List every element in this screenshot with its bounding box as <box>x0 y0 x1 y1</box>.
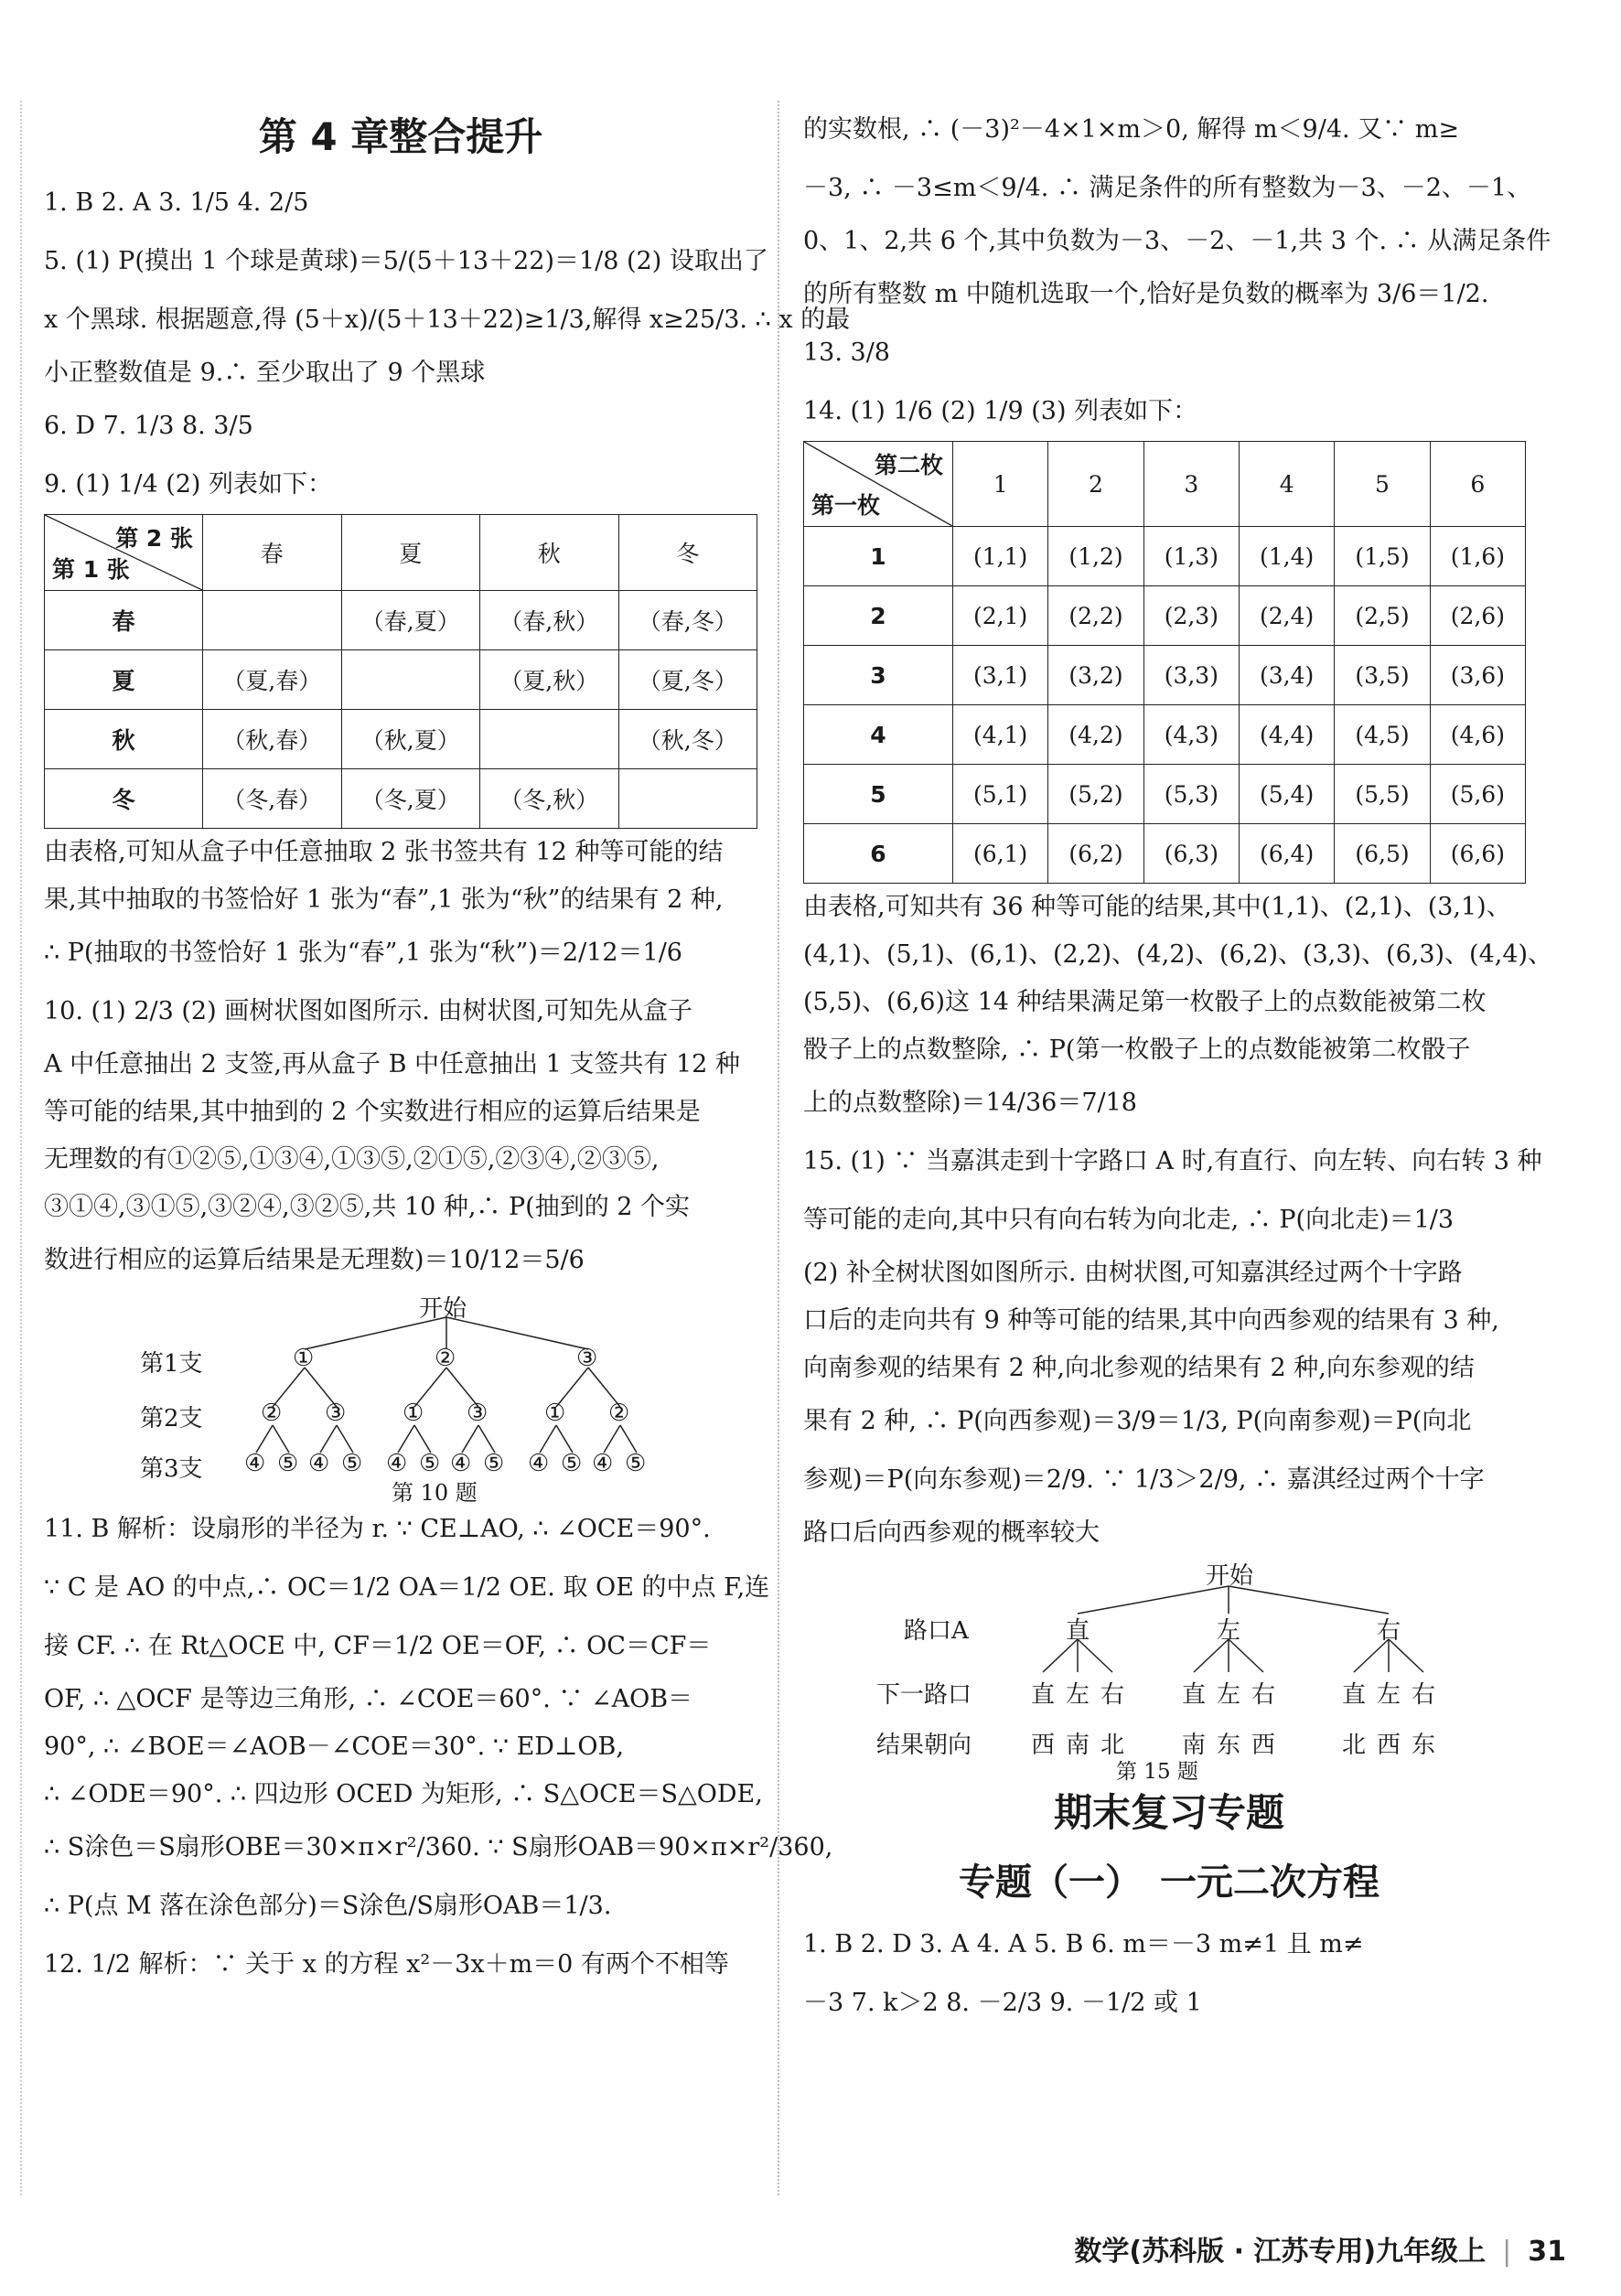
tree-node: 左 <box>1377 1681 1401 1709</box>
answer-line: (2) 补全树状图如图所示. 由树状图,可知嘉淇经过两个十字路 <box>803 1259 1463 1287</box>
tree-node: 直 <box>1182 1681 1207 1709</box>
answer-line: 5. (1) P(摸出 1 个球是黄球)＝5/(5＋13＋22)＝1/8 (2) 设取出了 <box>44 247 768 275</box>
tree-node: ④ <box>244 1450 266 1477</box>
table-cell: (3,4) <box>1239 646 1334 705</box>
table-q9 <box>44 514 757 829</box>
table-cell: （秋,夏） <box>341 710 480 769</box>
table-cell: (6,2) <box>1048 824 1143 884</box>
table-corner-cell <box>45 515 203 591</box>
table-cell: (6,6) <box>1430 824 1525 884</box>
answer-line: 上的点数整除)＝14/36＝7/18 <box>803 1089 1137 1117</box>
tree-node: 右 <box>1377 1617 1401 1645</box>
table-cell: (1,3) <box>1143 527 1239 586</box>
tree-node: ④ <box>308 1450 330 1477</box>
table-cell: (1,6) <box>1430 527 1525 586</box>
tree-node: ① <box>403 1400 424 1427</box>
footer-separator: | <box>1502 2236 1512 2268</box>
column-header: 3 <box>1143 442 1239 527</box>
page-number: 31 <box>1528 2236 1566 2268</box>
topic-title: 专题（一） 一元二次方程 <box>959 1861 1379 1904</box>
table-cell: (3,3) <box>1143 646 1239 705</box>
tree-level-label: 第3支 <box>140 1455 203 1483</box>
tree-result: 北 <box>1342 1732 1367 1759</box>
tree-level-label: 第2支 <box>140 1405 203 1432</box>
section-title: 期末复习专题 <box>1053 1790 1284 1835</box>
tree-node: ① <box>293 1345 315 1372</box>
tree-node: 直 <box>1031 1681 1056 1709</box>
answer-line: 6. D 7. 1/3 8. 3/5 <box>44 412 253 440</box>
row-header: 3 <box>804 646 953 705</box>
answer-line: ∴ P(抽取的书签恰好 1 张为“春”,1 张为“秋”)＝2/12＝1/6 <box>44 939 682 967</box>
tree-diagram-q10 <box>44 1290 757 1506</box>
tree-level-label: 路口A <box>904 1617 969 1645</box>
table-cell: (4,2) <box>1048 705 1143 765</box>
table-cell: （春,夏） <box>341 591 480 650</box>
answer-line: (5,5)、(6,6)这 14 种结果满足第一枚骰子上的点数能被第二枚 <box>803 988 1487 1016</box>
column-header: 6 <box>1430 442 1525 527</box>
table-cell: (5,4) <box>1239 765 1334 824</box>
column-header: 1 <box>953 442 1048 527</box>
answer-line: ∴ ∠ODE＝90°. ∴ 四边形 OCED 为矩形, ∴ S△OCE＝S△ODE, <box>44 1780 763 1808</box>
tree-diagram-q15 <box>803 1557 1535 1784</box>
row-header: 2 <box>804 586 953 646</box>
table-cell: （夏,春） <box>203 650 342 710</box>
table-cell: (3,6) <box>1430 646 1525 705</box>
table-cell: (3,5) <box>1335 646 1430 705</box>
table-row <box>45 769 757 829</box>
row-header: 1 <box>804 527 953 586</box>
table-cell: (1,2) <box>1048 527 1143 586</box>
table-cell: （冬,秋） <box>480 769 619 829</box>
tree-node: 直 <box>1342 1681 1367 1709</box>
answer-line: A 中任意抽出 2 支签,再从盒子 B 中任意抽出 1 支签共有 12 种 <box>44 1050 740 1078</box>
table-cell: (2,2) <box>1048 586 1143 646</box>
answer-line: ∴ P(点 M 落在涂色部分)＝S涂色/S扇形OAB＝1/3. <box>44 1892 612 1920</box>
table-cell: （秋,春） <box>203 710 342 769</box>
answer-line: 骰子上的点数整除, ∴ P(第一枚骰子上的点数能被第二枚骰子 <box>803 1035 1471 1064</box>
tree-level-label: 结果朝向 <box>876 1732 972 1759</box>
tree-node: 右 <box>1100 1681 1125 1709</box>
tree-node: 左 <box>1217 1617 1241 1645</box>
table-cell: (4,5) <box>1335 705 1430 765</box>
answer-line: 90°, ∴ ∠BOE＝∠AOB－∠COE＝30°. ∵ ED⊥OB, <box>44 1733 624 1761</box>
table-cell: （秋,冬） <box>618 710 757 769</box>
table-cell: (5,3) <box>1143 765 1239 824</box>
answer-line: －3 7. k＞2 8. －2/3 9. －1/2 或 1 <box>803 1989 1202 2017</box>
tree-node: ④ <box>386 1450 408 1477</box>
answer-line: 等可能的走向,其中只有向右转为向北走, ∴ P(向北走)＝1/3 <box>803 1206 1455 1234</box>
answer-line: (4,1)、(5,1)、(6,1)、(2,2)、(4,2)、(6,2)、(3,3)、(6,3)、(4,4)、 <box>803 940 1553 969</box>
table-row <box>45 710 757 769</box>
tree-result: 东 <box>1217 1732 1241 1759</box>
tree-node: ④ <box>592 1450 614 1477</box>
answer-line: 无理数的有①②⑤,①③④,①③⑤,②①⑤,②③④,②③⑤, <box>44 1145 660 1174</box>
column-header: 5 <box>1335 442 1430 527</box>
left-margin-rule <box>20 101 22 2195</box>
answer-line: ∵ C 是 AO 的中点,∴ OC＝1/2 OA＝1/2 OE. 取 OE 的中点 F,连 <box>44 1573 770 1602</box>
table-row <box>804 705 1526 765</box>
table-row <box>45 591 757 650</box>
tree-node: ⑤ <box>277 1450 299 1477</box>
answer-line: ③①④,③①⑤,③②④,③②⑤,共 10 种,∴ P(抽到的 2 个实 <box>44 1193 691 1221</box>
row-header: 6 <box>804 824 953 884</box>
row-header: 夏 <box>45 650 203 710</box>
tree-node: ⑤ <box>561 1450 583 1477</box>
answer-line: 接 CF. ∴ 在 Rt△OCE 中, CF＝1/2 OE＝OF, ∴ OC＝CF＝ <box>44 1632 712 1660</box>
tree-start-label: 开始 <box>1206 1562 1254 1590</box>
tree-node: ② <box>608 1400 630 1427</box>
column-header: 2 <box>1048 442 1143 527</box>
answer-line: 13. 3/8 <box>803 338 890 367</box>
table-cell: (5,5) <box>1335 765 1430 824</box>
answer-line: 果,其中抽取的书签恰好 1 张为“春”,1 张为“秋”的结果有 2 种, <box>44 885 724 914</box>
row-header: 春 <box>45 591 203 650</box>
table-cell: (1,1) <box>953 527 1048 586</box>
table-row <box>804 527 1526 586</box>
answer-line: 数进行相应的运算后结果是无理数)＝10/12＝5/6 <box>44 1246 585 1274</box>
table-cell: (6,3) <box>1143 824 1239 884</box>
tree-result: 北 <box>1100 1732 1125 1759</box>
column-header: 4 <box>1239 442 1334 527</box>
table-cell: (2,6) <box>1430 586 1525 646</box>
corner-bottom-label: 第一枚 <box>811 492 881 519</box>
tree-level-label: 下一路口 <box>876 1681 972 1709</box>
table-cell: （冬,春） <box>203 769 342 829</box>
table-row <box>804 586 1526 646</box>
tree-result: 西 <box>1031 1732 1056 1759</box>
figure-caption: 第 15 题 <box>1116 1760 1198 1784</box>
table-cell: (2,1) <box>953 586 1048 646</box>
tree-node: ⑤ <box>483 1450 505 1477</box>
tree-node: 直 <box>1066 1617 1090 1645</box>
page-footer <box>1074 2228 1566 2269</box>
table-row <box>804 824 1526 884</box>
tree-node: ③ <box>576 1345 598 1372</box>
tree-node: ⑤ <box>625 1450 647 1477</box>
answer-line: 的实数根, ∴ (－3)²－4×1×m＞0, 解得 m＜9/4. 又∵ m≥ <box>803 115 1459 144</box>
chapter-title: 第 4 章整合提升 <box>258 114 543 159</box>
book-title: 数学(苏科版 · 江苏专用)九年级上 <box>1074 2236 1487 2268</box>
answer-line: 小正整数值是 9.∴ 至少取出了 9 个黑球 <box>44 359 486 387</box>
tree-node: ④ <box>450 1450 472 1477</box>
tree-node: ② <box>435 1345 456 1372</box>
table-cell: （春,冬） <box>618 591 757 650</box>
row-header: 4 <box>804 705 953 765</box>
table-row <box>804 646 1526 705</box>
table-cell: (3,1) <box>953 646 1048 705</box>
table-cell <box>203 591 342 650</box>
row-header: 秋 <box>45 710 203 769</box>
column-header: 夏 <box>341 515 480 591</box>
table-cell: (4,3) <box>1143 705 1239 765</box>
tree-result: 南 <box>1066 1732 1090 1759</box>
table-cell <box>618 769 757 829</box>
tree-node: ③ <box>467 1400 488 1427</box>
answer-line: 参观)＝P(向东参观)＝2/9. ∵ 1/3＞2/9, ∴ 嘉淇经过两个十字 <box>803 1465 1485 1494</box>
column-header: 春 <box>203 515 342 591</box>
tree-node: ① <box>544 1400 566 1427</box>
table-corner-cell <box>804 442 953 527</box>
tree-node: 右 <box>1251 1681 1276 1709</box>
table-cell: (2,5) <box>1335 586 1430 646</box>
answer-line: 等可能的结果,其中抽到的 2 个实数进行相应的运算后结果是 <box>44 1098 701 1126</box>
answer-line: 的所有整数 m 中随机选取一个,恰好是负数的概率为 3/6＝1/2. <box>803 280 1489 308</box>
table-cell: （夏,冬） <box>618 650 757 710</box>
answer-line: 12. 1/2 解析：∵ 关于 x 的方程 x²－3x＋m＝0 有两个不相等 <box>44 1950 729 1979</box>
table-cell: (1,5) <box>1335 527 1430 586</box>
answer-line: ∴ S涂色＝S扇形OBE＝30×π×r²/360. ∵ S扇形OAB＝90×π×r²/360, <box>44 1833 833 1861</box>
table-cell: (6,5) <box>1335 824 1430 884</box>
tree-result: 南 <box>1182 1732 1207 1759</box>
table-cell: (5,2) <box>1048 765 1143 824</box>
table-cell: (5,6) <box>1430 765 1525 824</box>
right-column <box>803 101 1553 2033</box>
answer-line: 由表格,可知共有 36 种等可能的结果,其中(1,1)、(2,1)、(3,1)、 <box>803 893 1511 921</box>
answer-line: 15. (1) ∵ 当嘉淇走到十字路口 A 时,有直行、向左转、向右转 3 种 <box>803 1147 1542 1175</box>
table-cell: (6,4) <box>1239 824 1334 884</box>
table-row <box>804 765 1526 824</box>
table-cell: （冬,夏） <box>341 769 480 829</box>
column-divider <box>778 101 779 2195</box>
tree-node: 左 <box>1217 1681 1241 1709</box>
table-cell: (4,1) <box>953 705 1048 765</box>
column-header: 冬 <box>618 515 757 591</box>
answer-line: 0、1、2,共 6 个,其中负数为－3、－2、－1,共 3 个. ∴ 从满足条件 <box>803 227 1551 255</box>
table-cell <box>480 710 619 769</box>
tree-result: 东 <box>1412 1732 1436 1759</box>
tree-node: 左 <box>1066 1681 1090 1709</box>
answer-line: 向南参观的结果有 2 种,向北参观的结果有 2 种,向东参观的结 <box>803 1354 1475 1382</box>
table-cell: (4,4) <box>1239 705 1334 765</box>
tree-node: ⑤ <box>341 1450 363 1477</box>
tree-level-label: 第1支 <box>140 1350 203 1378</box>
row-header: 冬 <box>45 769 203 829</box>
tree-node: 右 <box>1412 1681 1436 1709</box>
answer-line: OF, ∴ △OCF 是等边三角形, ∴ ∠COE＝60°. ∵ ∠AOB＝ <box>44 1685 693 1713</box>
answer-line: 1. B 2. A 3. 1/5 4. 2/5 <box>44 188 309 217</box>
table-cell: (3,2) <box>1048 646 1143 705</box>
column-header: 秋 <box>480 515 619 591</box>
corner-bottom-label: 第 1 张 <box>52 556 130 583</box>
tree-start-label: 开始 <box>419 1295 467 1323</box>
answer-line: 14. (1) 1/6 (2) 1/9 (3) 列表如下： <box>803 397 1198 425</box>
answer-line: 果有 2 种, ∴ P(向西参观)＝3/9＝1/3, P(向南参观)＝P(向北 <box>803 1407 1472 1435</box>
figure-caption: 第 10 题 <box>392 1480 478 1506</box>
answer-line: －3, ∴ －3≤m＜9/4. ∴ 满足条件的所有整数为－3、－2、－1、 <box>803 174 1532 202</box>
answer-line: 9. (1) 1/4 (2) 列表如下： <box>44 470 333 499</box>
answer-line: 口后的走向共有 9 种等可能的结果,其中向西参观的结果有 3 种, <box>803 1306 1499 1335</box>
tree-node: ② <box>261 1400 283 1427</box>
row-header: 5 <box>804 765 953 824</box>
table-cell: (2,4) <box>1239 586 1334 646</box>
answer-line: 10. (1) 2/3 (2) 画树状图如图所示. 由树状图,可知先从盒子 <box>44 997 692 1025</box>
corner-top-label: 第二枚 <box>874 452 943 478</box>
table-cell: （夏,秋） <box>480 650 619 710</box>
table-cell: (1,4) <box>1239 527 1334 586</box>
tree-node: ③ <box>325 1400 347 1427</box>
table-q14 <box>803 441 1526 884</box>
table-cell: (2,3) <box>1143 586 1239 646</box>
table-cell: (5,1) <box>953 765 1048 824</box>
answer-line: 由表格,可知从盒子中任意抽取 2 张书签共有 12 种等可能的结 <box>44 838 724 866</box>
table-cell: (6,1) <box>953 824 1048 884</box>
tree-result: 西 <box>1251 1732 1276 1759</box>
answer-line: 路口后向西参观的概率较大 <box>803 1518 1100 1547</box>
tree-node: ⑤ <box>419 1450 441 1477</box>
tree-node: ④ <box>528 1450 550 1477</box>
table-row <box>45 650 757 710</box>
answer-line: 11. B 解析：设扇形的半径为 r. ∵ CE⊥AO, ∴ ∠OCE＝90°. <box>44 1515 711 1543</box>
table-cell: （春,秋） <box>480 591 619 650</box>
answer-line: 1. B 2. D 3. A 4. A 5. B 6. m＝－3 m≠1 且 m≠ <box>803 1930 1364 1958</box>
answer-line: x 个黑球. 根据题意,得 (5＋x)/(5＋13＋22)≥1/3,解得 x≥25/3. ∴ x 的最 <box>44 306 851 334</box>
table-cell: (4,6) <box>1430 705 1525 765</box>
table-cell <box>341 650 480 710</box>
tree-result: 西 <box>1377 1732 1401 1759</box>
corner-top-label: 第 2 张 <box>115 525 193 552</box>
